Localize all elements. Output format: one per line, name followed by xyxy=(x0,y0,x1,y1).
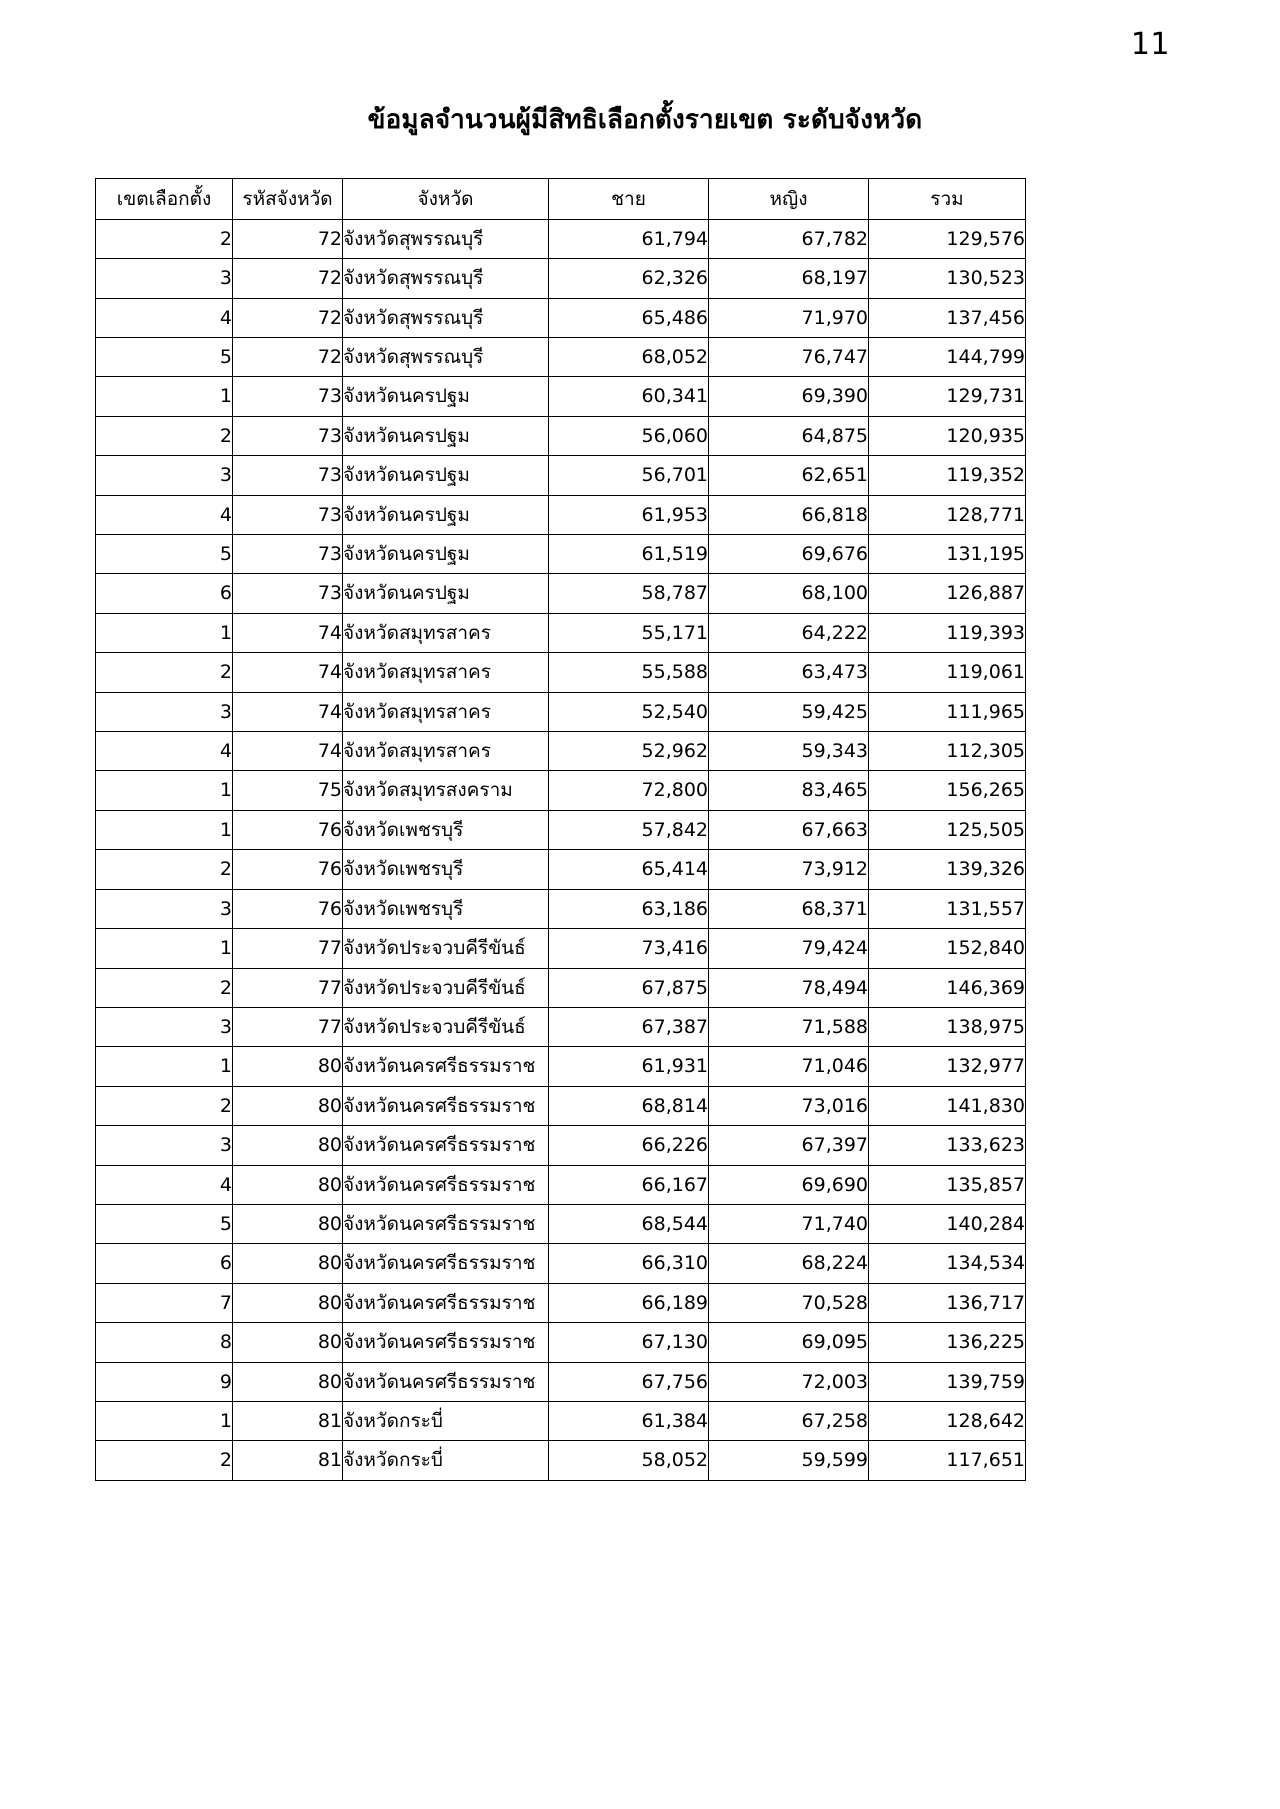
page-title: ข้อมูลจำนวนผู้มีสิทธิเลือกตั้งรายเขต ระดับจังหวัด xyxy=(367,105,923,135)
cell-province-code: 72 xyxy=(233,219,343,258)
cell-female: 59,599 xyxy=(709,1441,869,1480)
cell-zone: 3 xyxy=(96,692,233,731)
cell-total: 129,576 xyxy=(869,219,1026,258)
cell-female: 64,875 xyxy=(709,416,869,455)
cell-total: 146,369 xyxy=(869,968,1026,1007)
cell-total: 140,284 xyxy=(869,1204,1026,1243)
cell-zone: 1 xyxy=(96,613,233,652)
cell-male: 56,060 xyxy=(549,416,709,455)
cell-zone: 6 xyxy=(96,574,233,613)
cell-total: 136,717 xyxy=(869,1283,1026,1322)
cell-female: 69,690 xyxy=(709,1165,869,1204)
voter-statistics-table xyxy=(95,178,1026,1481)
table-row xyxy=(96,1086,1026,1125)
table-row xyxy=(96,495,1026,534)
column-header-zone: เขตเลือกตั้ง xyxy=(96,178,233,219)
cell-province-name: จังหวัดนครศรีธรรมราช xyxy=(343,1362,549,1401)
cell-province-code: 80 xyxy=(233,1244,343,1283)
table-row xyxy=(96,219,1026,258)
table-row xyxy=(96,377,1026,416)
cell-province-code: 81 xyxy=(233,1401,343,1440)
cell-female: 66,818 xyxy=(709,495,869,534)
cell-female: 69,390 xyxy=(709,377,869,416)
cell-male: 66,310 xyxy=(549,1244,709,1283)
cell-male: 52,540 xyxy=(549,692,709,731)
cell-province-name: จังหวัดสมุทรสาคร xyxy=(343,692,549,731)
cell-province-name: จังหวัดนครศรีธรรมราช xyxy=(343,1047,549,1086)
cell-total: 119,352 xyxy=(869,456,1026,495)
table-row xyxy=(96,771,1026,810)
cell-province-name: จังหวัดสุพรรณบุรี xyxy=(343,338,549,377)
cell-zone: 3 xyxy=(96,259,233,298)
cell-zone: 2 xyxy=(96,653,233,692)
cell-female: 73,912 xyxy=(709,850,869,889)
cell-total: 137,456 xyxy=(869,298,1026,337)
cell-zone: 4 xyxy=(96,732,233,771)
cell-zone: 3 xyxy=(96,1126,233,1165)
table-row xyxy=(96,810,1026,849)
cell-zone: 3 xyxy=(96,1007,233,1046)
cell-total: 139,759 xyxy=(869,1362,1026,1401)
cell-male: 66,189 xyxy=(549,1283,709,1322)
cell-male: 68,052 xyxy=(549,338,709,377)
cell-province-code: 73 xyxy=(233,377,343,416)
cell-province-name: จังหวัดนครศรีธรรมราช xyxy=(343,1086,549,1125)
cell-province-name: จังหวัดนครปฐม xyxy=(343,416,549,455)
cell-zone: 2 xyxy=(96,1441,233,1480)
cell-male: 55,171 xyxy=(549,613,709,652)
cell-male: 61,953 xyxy=(549,495,709,534)
cell-zone: 1 xyxy=(96,1401,233,1440)
cell-female: 59,343 xyxy=(709,732,869,771)
cell-male: 61,384 xyxy=(549,1401,709,1440)
cell-female: 70,528 xyxy=(709,1283,869,1322)
cell-zone: 3 xyxy=(96,889,233,928)
cell-female: 71,740 xyxy=(709,1204,869,1243)
cell-total: 128,771 xyxy=(869,495,1026,534)
cell-female: 71,588 xyxy=(709,1007,869,1046)
cell-province-code: 74 xyxy=(233,613,343,652)
cell-province-name: จังหวัดประจวบคีรีขันธ์ xyxy=(343,929,549,968)
table-row xyxy=(96,732,1026,771)
cell-province-code: 80 xyxy=(233,1362,343,1401)
table-header-row xyxy=(96,178,1026,219)
table-row xyxy=(96,574,1026,613)
table-row xyxy=(96,1362,1026,1401)
cell-zone: 7 xyxy=(96,1283,233,1322)
cell-male: 56,701 xyxy=(549,456,709,495)
cell-female: 71,970 xyxy=(709,298,869,337)
cell-province-name: จังหวัดสุพรรณบุรี xyxy=(343,298,549,337)
column-header-province: จังหวัด xyxy=(343,178,549,219)
cell-female: 76,747 xyxy=(709,338,869,377)
cell-female: 68,197 xyxy=(709,259,869,298)
cell-female: 78,494 xyxy=(709,968,869,1007)
table-row xyxy=(96,1007,1026,1046)
cell-total: 126,887 xyxy=(869,574,1026,613)
cell-female: 67,663 xyxy=(709,810,869,849)
cell-total: 134,534 xyxy=(869,1244,1026,1283)
cell-female: 67,782 xyxy=(709,219,869,258)
cell-male: 67,387 xyxy=(549,1007,709,1046)
cell-male: 61,794 xyxy=(549,219,709,258)
table-row xyxy=(96,968,1026,1007)
cell-male: 73,416 xyxy=(549,929,709,968)
table-row xyxy=(96,535,1026,574)
cell-zone: 1 xyxy=(96,1047,233,1086)
table-row xyxy=(96,653,1026,692)
cell-province-code: 73 xyxy=(233,416,343,455)
table-header xyxy=(96,178,1026,219)
cell-zone: 5 xyxy=(96,535,233,574)
cell-province-code: 77 xyxy=(233,1007,343,1046)
cell-female: 71,046 xyxy=(709,1047,869,1086)
cell-province-code: 81 xyxy=(233,1441,343,1480)
cell-total: 129,731 xyxy=(869,377,1026,416)
cell-total: 119,393 xyxy=(869,613,1026,652)
table-row xyxy=(96,1126,1026,1165)
cell-female: 64,222 xyxy=(709,613,869,652)
table-row xyxy=(96,1047,1026,1086)
cell-male: 60,341 xyxy=(549,377,709,416)
cell-total: 152,840 xyxy=(869,929,1026,968)
cell-total: 112,305 xyxy=(869,732,1026,771)
cell-zone: 8 xyxy=(96,1323,233,1362)
cell-male: 65,486 xyxy=(549,298,709,337)
cell-zone: 2 xyxy=(96,219,233,258)
page-number: 11 xyxy=(1130,27,1170,62)
cell-province-name: จังหวัดสุพรรณบุรี xyxy=(343,219,549,258)
cell-province-code: 77 xyxy=(233,968,343,1007)
cell-male: 55,588 xyxy=(549,653,709,692)
cell-female: 68,100 xyxy=(709,574,869,613)
cell-total: 136,225 xyxy=(869,1323,1026,1362)
cell-province-name: จังหวัดเพชรบุรี xyxy=(343,850,549,889)
cell-female: 69,676 xyxy=(709,535,869,574)
cell-province-name: จังหวัดเพชรบุรี xyxy=(343,889,549,928)
cell-zone: 4 xyxy=(96,298,233,337)
cell-female: 67,397 xyxy=(709,1126,869,1165)
cell-province-code: 80 xyxy=(233,1204,343,1243)
cell-province-name: จังหวัดนครศรีธรรมราช xyxy=(343,1283,549,1322)
cell-total: 117,651 xyxy=(869,1441,1026,1480)
cell-zone: 5 xyxy=(96,1204,233,1243)
table-row xyxy=(96,1323,1026,1362)
table-row xyxy=(96,259,1026,298)
cell-province-name: จังหวัดประจวบคีรีขันธ์ xyxy=(343,968,549,1007)
cell-total: 128,642 xyxy=(869,1401,1026,1440)
cell-total: 156,265 xyxy=(869,771,1026,810)
cell-total: 132,977 xyxy=(869,1047,1026,1086)
cell-total: 135,857 xyxy=(869,1165,1026,1204)
cell-zone: 1 xyxy=(96,771,233,810)
cell-total: 131,557 xyxy=(869,889,1026,928)
cell-male: 67,130 xyxy=(549,1323,709,1362)
cell-province-code: 73 xyxy=(233,574,343,613)
column-header-code: รหัสจังหวัด xyxy=(233,178,343,219)
cell-province-code: 80 xyxy=(233,1047,343,1086)
cell-province-code: 74 xyxy=(233,692,343,731)
cell-female: 72,003 xyxy=(709,1362,869,1401)
cell-province-code: 72 xyxy=(233,298,343,337)
cell-province-code: 80 xyxy=(233,1126,343,1165)
cell-male: 65,414 xyxy=(549,850,709,889)
cell-male: 57,842 xyxy=(549,810,709,849)
cell-total: 119,061 xyxy=(869,653,1026,692)
cell-female: 62,651 xyxy=(709,456,869,495)
table-body xyxy=(96,219,1026,1480)
table-row xyxy=(96,1244,1026,1283)
cell-province-name: จังหวัดนครศรีธรรมราช xyxy=(343,1204,549,1243)
cell-male: 68,814 xyxy=(549,1086,709,1125)
table-row xyxy=(96,1441,1026,1480)
cell-zone: 5 xyxy=(96,338,233,377)
cell-province-name: จังหวัดสมุทรสาคร xyxy=(343,732,549,771)
cell-zone: 2 xyxy=(96,416,233,455)
cell-total: 138,975 xyxy=(869,1007,1026,1046)
table-row xyxy=(96,416,1026,455)
cell-male: 72,800 xyxy=(549,771,709,810)
cell-male: 67,756 xyxy=(549,1362,709,1401)
cell-zone: 1 xyxy=(96,929,233,968)
cell-total: 120,935 xyxy=(869,416,1026,455)
cell-total: 144,799 xyxy=(869,338,1026,377)
cell-province-name: จังหวัดนครปฐม xyxy=(343,535,549,574)
cell-province-name: จังหวัดนครศรีธรรมราช xyxy=(343,1165,549,1204)
cell-total: 125,505 xyxy=(869,810,1026,849)
table-row xyxy=(96,1165,1026,1204)
cell-province-name: จังหวัดนครปฐม xyxy=(343,574,549,613)
cell-province-name: จังหวัดนครปฐม xyxy=(343,377,549,416)
cell-female: 68,371 xyxy=(709,889,869,928)
cell-province-name: จังหวัดกระบี่ xyxy=(343,1401,549,1440)
table-row xyxy=(96,338,1026,377)
cell-total: 131,195 xyxy=(869,535,1026,574)
cell-female: 68,224 xyxy=(709,1244,869,1283)
cell-province-code: 80 xyxy=(233,1086,343,1125)
cell-total: 130,523 xyxy=(869,259,1026,298)
cell-zone: 9 xyxy=(96,1362,233,1401)
cell-male: 62,326 xyxy=(549,259,709,298)
cell-province-name: จังหวัดประจวบคีรีขันธ์ xyxy=(343,1007,549,1046)
cell-province-code: 74 xyxy=(233,732,343,771)
cell-zone: 2 xyxy=(96,968,233,1007)
cell-province-name: จังหวัดกระบี่ xyxy=(343,1441,549,1480)
cell-province-code: 76 xyxy=(233,810,343,849)
cell-zone: 4 xyxy=(96,1165,233,1204)
table-row xyxy=(96,692,1026,731)
cell-total: 111,965 xyxy=(869,692,1026,731)
cell-female: 79,424 xyxy=(709,929,869,968)
cell-zone: 1 xyxy=(96,377,233,416)
table-container xyxy=(95,138,1185,1481)
cell-total: 141,830 xyxy=(869,1086,1026,1125)
cell-province-name: จังหวัดนครศรีธรรมราช xyxy=(343,1126,549,1165)
cell-zone: 4 xyxy=(96,495,233,534)
cell-province-name: จังหวัดนครศรีธรรมราช xyxy=(343,1244,549,1283)
cell-province-code: 73 xyxy=(233,535,343,574)
cell-province-code: 80 xyxy=(233,1323,343,1362)
column-header-total: รวม xyxy=(869,178,1026,219)
cell-province-name: จังหวัดสุพรรณบุรี xyxy=(343,259,549,298)
table-row xyxy=(96,456,1026,495)
cell-province-code: 76 xyxy=(233,889,343,928)
cell-zone: 1 xyxy=(96,810,233,849)
cell-zone: 2 xyxy=(96,1086,233,1125)
cell-zone: 3 xyxy=(96,456,233,495)
cell-male: 63,186 xyxy=(549,889,709,928)
cell-male: 61,931 xyxy=(549,1047,709,1086)
cell-total: 139,326 xyxy=(869,850,1026,889)
table-row xyxy=(96,298,1026,337)
cell-female: 59,425 xyxy=(709,692,869,731)
cell-province-code: 77 xyxy=(233,929,343,968)
cell-province-code: 72 xyxy=(233,259,343,298)
table-row xyxy=(96,1283,1026,1322)
table-row xyxy=(96,929,1026,968)
cell-zone: 6 xyxy=(96,1244,233,1283)
cell-male: 58,787 xyxy=(549,574,709,613)
cell-female: 83,465 xyxy=(709,771,869,810)
cell-province-name: จังหวัดนครปฐม xyxy=(343,456,549,495)
cell-province-name: จังหวัดนครศรีธรรมราช xyxy=(343,1323,549,1362)
cell-province-code: 75 xyxy=(233,771,343,810)
cell-female: 73,016 xyxy=(709,1086,869,1125)
cell-male: 67,875 xyxy=(549,968,709,1007)
cell-zone: 2 xyxy=(96,850,233,889)
cell-male: 68,544 xyxy=(549,1204,709,1243)
cell-province-code: 73 xyxy=(233,495,343,534)
cell-province-code: 80 xyxy=(233,1165,343,1204)
cell-male: 66,226 xyxy=(549,1126,709,1165)
table-row xyxy=(96,1204,1026,1243)
cell-province-code: 74 xyxy=(233,653,343,692)
cell-province-name: จังหวัดสมุทรสาคร xyxy=(343,653,549,692)
column-header-male: ชาย xyxy=(549,178,709,219)
column-header-female: หญิง xyxy=(709,178,869,219)
table-row xyxy=(96,889,1026,928)
cell-province-code: 73 xyxy=(233,456,343,495)
cell-male: 66,167 xyxy=(549,1165,709,1204)
cell-female: 67,258 xyxy=(709,1401,869,1440)
cell-female: 69,095 xyxy=(709,1323,869,1362)
cell-province-code: 72 xyxy=(233,338,343,377)
cell-male: 58,052 xyxy=(549,1441,709,1480)
table-row xyxy=(96,850,1026,889)
table-row xyxy=(96,1401,1026,1440)
cell-province-code: 80 xyxy=(233,1283,343,1322)
cell-male: 61,519 xyxy=(549,535,709,574)
cell-total: 133,623 xyxy=(869,1126,1026,1165)
cell-female: 63,473 xyxy=(709,653,869,692)
table-row xyxy=(96,613,1026,652)
cell-province-name: จังหวัดนครปฐม xyxy=(343,495,549,534)
cell-province-name: จังหวัดสมุทรสาคร xyxy=(343,613,549,652)
cell-province-code: 76 xyxy=(233,850,343,889)
cell-province-name: จังหวัดเพชรบุรี xyxy=(343,810,549,849)
cell-province-name: จังหวัดสมุทรสงคราม xyxy=(343,771,549,810)
cell-male: 52,962 xyxy=(549,732,709,771)
